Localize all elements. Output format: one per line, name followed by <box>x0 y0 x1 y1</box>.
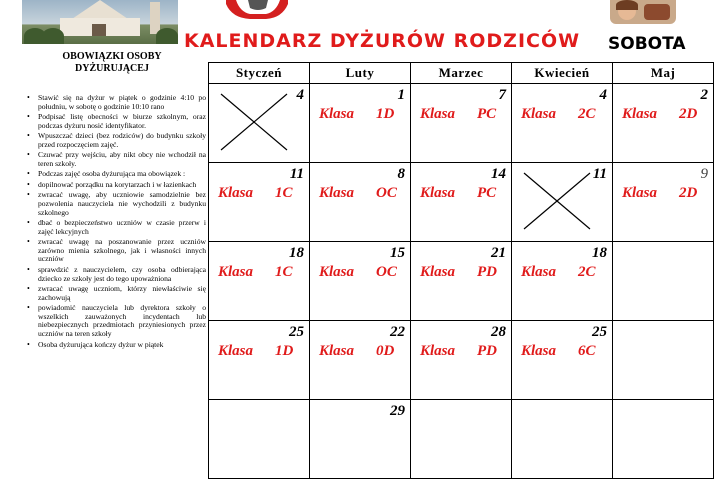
day-label: SOBOTA <box>608 34 686 54</box>
class-word: Klasa <box>521 106 557 122</box>
class-name: OC <box>376 185 397 201</box>
week-row <box>209 163 714 242</box>
duty-item: • powiadomić nauczyciela lub dyrektora szkoły o wszelkich zauważonych incydentach lub niebezpiecznych przedmiotach przyniesionych przez uczniów na teren szkoły <box>26 304 206 339</box>
class-assignment <box>622 106 697 123</box>
cell-date: 8 <box>397 166 405 182</box>
calendar-cell <box>411 163 512 242</box>
class-word: Klasa <box>319 264 355 280</box>
duty-item: • Podpisać listę obecności w biurze szkolnym, oraz podczas dyżuru nosić identyfikator. <box>26 113 206 130</box>
class-word: Klasa <box>420 343 456 359</box>
calendar-cell <box>310 242 411 321</box>
class-word: Klasa <box>420 264 456 280</box>
calendar-cell <box>310 163 411 242</box>
class-word: Klasa <box>218 185 254 201</box>
class-assignment <box>218 343 293 360</box>
class-name: OC <box>376 264 397 280</box>
week-row <box>209 242 714 321</box>
class-assignment <box>420 343 497 360</box>
calendar-cell <box>411 321 512 400</box>
class-word: Klasa <box>420 106 456 122</box>
calendar-cell <box>512 163 613 242</box>
calendar-cell <box>411 400 512 479</box>
month-header: Kwiecień <box>512 63 613 84</box>
class-assignment <box>319 106 394 123</box>
cell-date: 21 <box>491 245 506 261</box>
cell-date: 18 <box>289 245 304 261</box>
cell-date: 1 <box>397 87 405 103</box>
calendar-cell <box>512 84 613 163</box>
duty-item: • Stawić się na dyżur w piątek o godzinie 4:10 po południu, w sobotę o godzinie 10:10 rano <box>26 94 206 111</box>
duty-item: • zwracać uwagę, aby uczniowie samodzielnie bez pozwolenia nauczyciela nie wychodzili z budynku szkolnego <box>26 191 206 217</box>
cell-date: 11 <box>592 166 607 182</box>
cell-date: 9 <box>700 166 708 182</box>
class-assignment <box>218 264 293 281</box>
class-assignment <box>521 264 596 281</box>
class-assignment <box>622 185 697 202</box>
calendar-cell <box>209 321 310 400</box>
class-name: 2D <box>679 106 698 122</box>
class-name: PD <box>477 264 498 280</box>
duty-calendar <box>208 62 714 479</box>
class-name: PC <box>477 185 497 201</box>
month-header: Maj <box>613 63 714 84</box>
calendar-cell <box>613 84 714 163</box>
class-word: Klasa <box>218 343 254 359</box>
class-name: 1D <box>376 106 395 122</box>
corner-illustration <box>610 0 676 24</box>
cell-date: 22 <box>390 324 405 340</box>
page-title: KALENDARZ DYŻURÓW RODZICÓW <box>184 30 581 52</box>
class-word: Klasa <box>319 343 355 359</box>
calendar-cell <box>310 321 411 400</box>
month-header-row <box>209 63 714 84</box>
class-assignment <box>521 343 596 360</box>
class-name: 0D <box>376 343 395 359</box>
calendar-cell <box>209 163 310 242</box>
calendar-cell <box>613 163 714 242</box>
class-word: Klasa <box>622 106 658 122</box>
cell-date: 25 <box>289 324 304 340</box>
cell-date: 28 <box>491 324 506 340</box>
class-name: PD <box>477 343 498 359</box>
week-row <box>209 321 714 400</box>
duty-item: • Wpuszczać dzieci (bez rodziców) do budynku szkoły przed rozpoczęciem zajęć. <box>26 132 206 149</box>
school-logo <box>222 0 292 20</box>
calendar-cell <box>209 242 310 321</box>
duty-item: • zwracać uwagę na poszanowanie przez uczniów zarówno mienia szkolnego, jak i własności innych uczniów <box>26 238 206 264</box>
calendar-cell <box>512 400 613 479</box>
month-header: Luty <box>310 63 411 84</box>
cell-date: 18 <box>592 245 607 261</box>
class-name: 2D <box>679 185 698 201</box>
class-assignment <box>319 264 397 281</box>
duties-list <box>26 94 206 351</box>
class-name: 6C <box>578 343 596 359</box>
duty-item: • sprawdzić z nauczycielem, czy osoba odbierająca dziecko ze szkoły jest do tego upoważniona <box>26 266 206 283</box>
calendar-cell <box>512 242 613 321</box>
class-assignment <box>521 106 596 123</box>
class-word: Klasa <box>521 264 557 280</box>
month-header: Styczeń <box>209 63 310 84</box>
class-name: 1D <box>275 343 294 359</box>
duty-item: • Podczas zajęć osoba dyżurująca ma obowiązek : <box>26 170 206 179</box>
week-row <box>209 84 714 163</box>
class-word: Klasa <box>521 343 557 359</box>
class-assignment <box>319 185 397 202</box>
class-assignment <box>218 185 293 202</box>
class-name: 1C <box>275 264 293 280</box>
duty-item: • Czuwać przy wejściu, aby nikt obcy nie wchodził na teren szkoły. <box>26 151 206 168</box>
cell-date: 11 <box>289 166 304 182</box>
class-assignment <box>319 343 394 360</box>
calendar-cell <box>613 321 714 400</box>
class-assignment <box>420 185 496 202</box>
class-word: Klasa <box>622 185 658 201</box>
class-name: 1C <box>275 185 293 201</box>
class-name: PC <box>477 106 497 122</box>
calendar-cell <box>209 84 310 163</box>
calendar-cell <box>613 400 714 479</box>
class-word: Klasa <box>319 106 355 122</box>
week-row <box>209 400 714 479</box>
calendar-cell <box>411 242 512 321</box>
cell-date: 2 <box>700 87 708 103</box>
duty-item: • dopilnować porządku na korytarzach i w łazienkach <box>26 181 206 190</box>
month-header: Marzec <box>411 63 512 84</box>
class-name: 2C <box>578 264 596 280</box>
calendar-cell <box>512 321 613 400</box>
cell-date: 4 <box>599 87 607 103</box>
cell-date: 4 <box>296 87 304 103</box>
cell-date: 14 <box>491 166 506 182</box>
duty-item: • dbać o bezpieczeństwo uczniów w czasie przerw i zajęć lekcyjnych <box>26 219 206 236</box>
calendar-cell <box>209 400 310 479</box>
calendar-cell <box>411 84 512 163</box>
cell-date: 7 <box>498 87 506 103</box>
duties-heading: OBOWIĄZKI OSOBY DYŻURUJĄCEJ <box>62 51 162 74</box>
cell-date: 15 <box>390 245 405 261</box>
calendar-cell <box>310 84 411 163</box>
church-photo <box>22 0 178 44</box>
cell-date: 25 <box>592 324 607 340</box>
duty-item: • zwracać uwagę uczniom, którzy niewłaściwie się zachowują <box>26 285 206 302</box>
class-name: 2C <box>578 106 596 122</box>
calendar-cell <box>613 242 714 321</box>
class-word: Klasa <box>218 264 254 280</box>
class-assignment <box>420 264 497 281</box>
class-assignment <box>420 106 496 123</box>
class-word: Klasa <box>319 185 355 201</box>
cell-date: 29 <box>390 403 405 419</box>
class-word: Klasa <box>420 185 456 201</box>
calendar-cell <box>310 400 411 479</box>
duty-item: • Osoba dyżurująca kończy dyżur w piątek <box>26 341 206 350</box>
